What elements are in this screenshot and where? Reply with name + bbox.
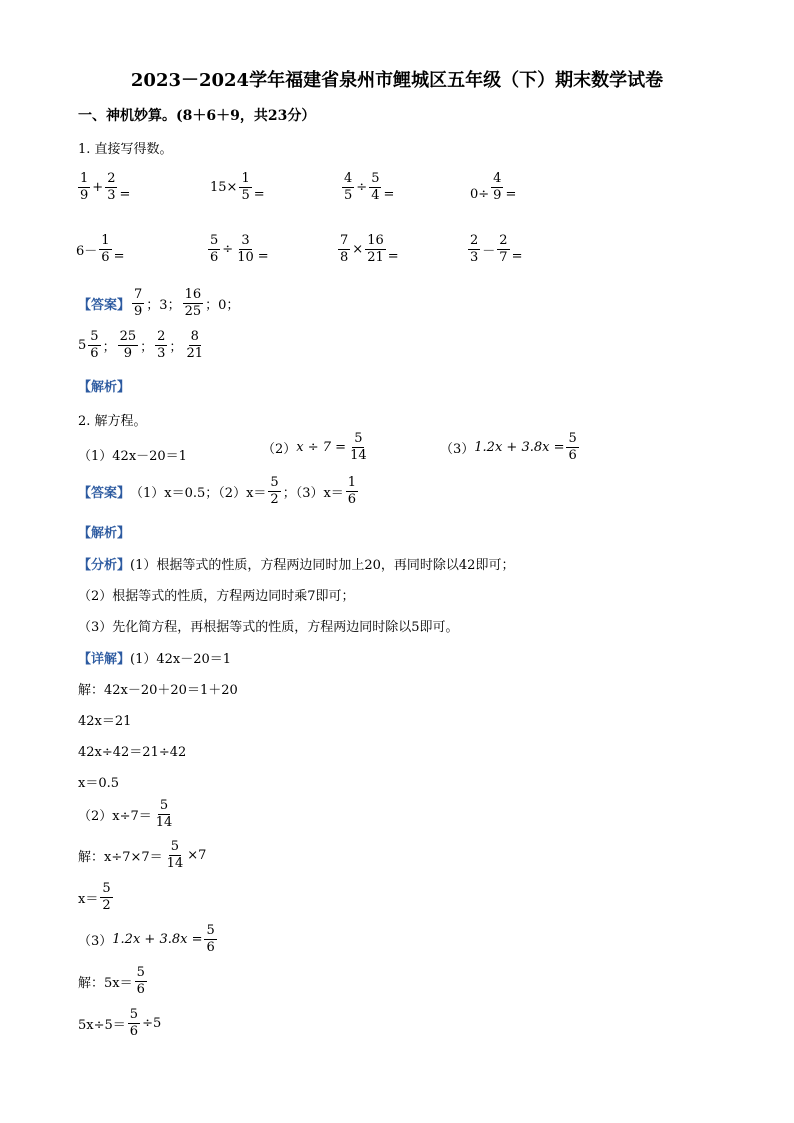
denominator: 9 bbox=[134, 303, 143, 319]
calc-item-8 bbox=[466, 234, 522, 264]
separator: ；0； bbox=[205, 297, 240, 313]
denominator: 14 bbox=[350, 447, 367, 463]
numerator: 16 bbox=[184, 287, 202, 302]
numerator: 2 bbox=[499, 233, 508, 248]
denominator: 9 bbox=[493, 187, 502, 203]
calc-item-4 bbox=[470, 172, 516, 202]
detail-text: 解：5x＝ bbox=[78, 975, 133, 991]
numerator: 5 bbox=[159, 798, 169, 813]
equation-index: （3） bbox=[440, 441, 475, 457]
numerator: 5 bbox=[136, 965, 145, 980]
equals-sign: = bbox=[113, 248, 125, 264]
calc-item-2 bbox=[210, 172, 265, 202]
question-2-label: 2. 解方程。 bbox=[78, 414, 147, 429]
numerator: 2 bbox=[470, 233, 479, 248]
denominator: 3 bbox=[107, 187, 116, 203]
xiangjie-tag: 【详解】 bbox=[78, 652, 131, 667]
detail-line-8 bbox=[78, 882, 115, 912]
detail-line-4: 42x÷42＝21÷42 bbox=[78, 745, 187, 760]
denominator: 9 bbox=[123, 345, 132, 361]
equals-sign: = bbox=[253, 186, 265, 202]
denominator: 6 bbox=[90, 345, 99, 361]
denominator: 2 bbox=[102, 897, 111, 913]
denominator: 9 bbox=[80, 187, 89, 203]
calc-item-3 bbox=[340, 172, 394, 202]
denominator: 6 bbox=[210, 249, 219, 265]
numerator: 5 bbox=[371, 171, 380, 186]
analysis-text: (1）根据等式的性质，方程两边同时加上20，再同时除以42即可； bbox=[130, 558, 515, 573]
calc-item-7 bbox=[336, 234, 399, 264]
numerator: 2 bbox=[107, 171, 116, 186]
detail-text: ÷5 bbox=[142, 1015, 162, 1031]
equals-sign: = bbox=[119, 186, 131, 202]
numerator: 1 bbox=[347, 475, 357, 490]
section-heading: 一、神机妙算。(8＋6＋9，共23分） bbox=[78, 108, 316, 124]
denominator: 6 bbox=[568, 447, 577, 463]
denominator: 6 bbox=[136, 981, 145, 997]
denominator: 6 bbox=[206, 939, 215, 955]
answer-tag: 【答案】 bbox=[78, 297, 131, 313]
detail-line-5: x＝0.5 bbox=[78, 776, 120, 791]
numerator: 1 bbox=[241, 171, 250, 186]
numerator: 2 bbox=[157, 329, 166, 344]
equation-body: x ÷ 7 = bbox=[296, 439, 347, 455]
denominator: 5 bbox=[241, 187, 250, 203]
equation-body: 1.2x + 3.8x = bbox=[112, 931, 203, 947]
analysis-tag: 【解析】 bbox=[78, 380, 131, 395]
equation-body: 1.2x + 3.8x = bbox=[474, 439, 565, 455]
denominator: 21 bbox=[367, 249, 384, 265]
denominator: 4 bbox=[371, 187, 380, 203]
numerator: 3 bbox=[241, 233, 250, 248]
question-1-label: 1. 直接写得数。 bbox=[78, 142, 173, 157]
equation-index: （3） bbox=[78, 933, 113, 949]
numerator: 7 bbox=[134, 287, 143, 302]
separator: ； bbox=[102, 339, 116, 355]
calc-item-5 bbox=[76, 234, 124, 264]
operator: + bbox=[92, 179, 104, 195]
detail-line-2: 解：42x－20＋20＝1＋20 bbox=[78, 683, 238, 698]
detail-line-7 bbox=[78, 840, 206, 870]
analysis-line-3: （3）先化简方程，再根据等式的性质，方程两边同时除以5即可。 bbox=[78, 620, 459, 635]
detail-text: 解：x÷7×7＝ bbox=[78, 849, 163, 865]
numerator: 8 bbox=[190, 329, 199, 344]
detail-line-9 bbox=[78, 924, 219, 954]
denominator: 3 bbox=[470, 249, 479, 265]
detail-text: 5x÷5＝ bbox=[78, 1017, 126, 1033]
denominator: 10 bbox=[237, 249, 254, 265]
numerator: 5 bbox=[102, 881, 111, 896]
operator: ÷ bbox=[356, 179, 368, 195]
denominator: 3 bbox=[157, 345, 166, 361]
detail-text: （2）x÷7＝ bbox=[78, 808, 152, 824]
denominator: 6 bbox=[101, 249, 110, 265]
denominator: 2 bbox=[270, 491, 279, 507]
analysis-tag: 【解析】 bbox=[78, 526, 131, 541]
calc-item-1 bbox=[76, 172, 130, 202]
separator: ； bbox=[140, 339, 154, 355]
operand: 15× bbox=[210, 179, 238, 195]
numerator: 5 bbox=[568, 431, 577, 446]
page-title: 2023－2024学年福建省泉州市鲤城区五年级（下）期末数学试卷 bbox=[130, 70, 664, 91]
answer-tag: 【答案】 bbox=[78, 485, 131, 501]
denominator: 7 bbox=[499, 249, 508, 265]
denominator: 6 bbox=[347, 491, 357, 507]
equals-sign: = bbox=[257, 248, 269, 264]
denominator: 25 bbox=[184, 303, 202, 319]
equation-2 bbox=[262, 432, 371, 462]
numerator: 5 bbox=[210, 233, 219, 248]
operator: × bbox=[352, 241, 364, 257]
equals-sign: = bbox=[505, 186, 517, 202]
operand: 6－ bbox=[76, 243, 98, 259]
equals-sign: = bbox=[387, 248, 399, 264]
detail-text: ×7 bbox=[187, 847, 207, 863]
numerator: 5 bbox=[129, 1007, 139, 1022]
operator: － bbox=[482, 243, 496, 259]
numerator: 25 bbox=[119, 329, 137, 344]
detail-line-6 bbox=[78, 799, 176, 829]
detail-line-3: 42x＝21 bbox=[78, 714, 132, 729]
denominator: 14 bbox=[166, 855, 184, 871]
separator: ；3； bbox=[146, 297, 181, 313]
detail-text: x＝ bbox=[78, 891, 99, 907]
denominator: 21 bbox=[186, 345, 203, 361]
numerator: 16 bbox=[367, 233, 384, 248]
numerator: 4 bbox=[493, 171, 502, 186]
answer-line-3 bbox=[78, 476, 360, 506]
analysis-line-1 bbox=[78, 554, 514, 573]
numerator: 4 bbox=[344, 171, 353, 186]
equation-1: （1）42x－20＝1 bbox=[78, 449, 187, 464]
calc-item-6 bbox=[206, 234, 269, 264]
numerator: 7 bbox=[340, 233, 349, 248]
equation-index: （2） bbox=[262, 441, 297, 457]
numerator: 5 bbox=[206, 923, 215, 938]
denominator: 14 bbox=[155, 814, 173, 830]
denominator: 5 bbox=[344, 187, 353, 203]
answer-line-1 bbox=[78, 288, 239, 318]
answer-line-2 bbox=[78, 330, 207, 360]
detail-line-11 bbox=[78, 1008, 161, 1038]
detail-line-1 bbox=[78, 648, 231, 667]
denominator: 6 bbox=[129, 1023, 139, 1039]
denominator: 8 bbox=[340, 249, 349, 265]
operand: 0÷ bbox=[470, 186, 490, 202]
numerator: 1 bbox=[101, 233, 110, 248]
detail-text: (1）42x－20＝1 bbox=[130, 652, 232, 667]
separator: ； bbox=[169, 339, 183, 355]
numerator: 5 bbox=[270, 475, 279, 490]
whole-number: 5 bbox=[78, 337, 87, 353]
numerator: 5 bbox=[170, 839, 180, 854]
equation-3 bbox=[440, 432, 581, 462]
equals-sign: = bbox=[511, 248, 523, 264]
answer-text: （1）x＝0.5；（2）x＝ bbox=[130, 485, 267, 501]
numerator: 5 bbox=[90, 329, 99, 344]
numerator: 5 bbox=[354, 431, 363, 446]
detail-line-10 bbox=[78, 966, 149, 996]
answer-text: ；（3）x＝ bbox=[282, 485, 344, 501]
numerator: 1 bbox=[80, 171, 89, 186]
analysis-line-2: （2）根据等式的性质，方程两边同时乘7即可； bbox=[78, 589, 355, 604]
fenxi-tag: 【分析】 bbox=[78, 558, 131, 573]
operator: ÷ bbox=[222, 241, 234, 257]
equals-sign: = bbox=[383, 186, 395, 202]
